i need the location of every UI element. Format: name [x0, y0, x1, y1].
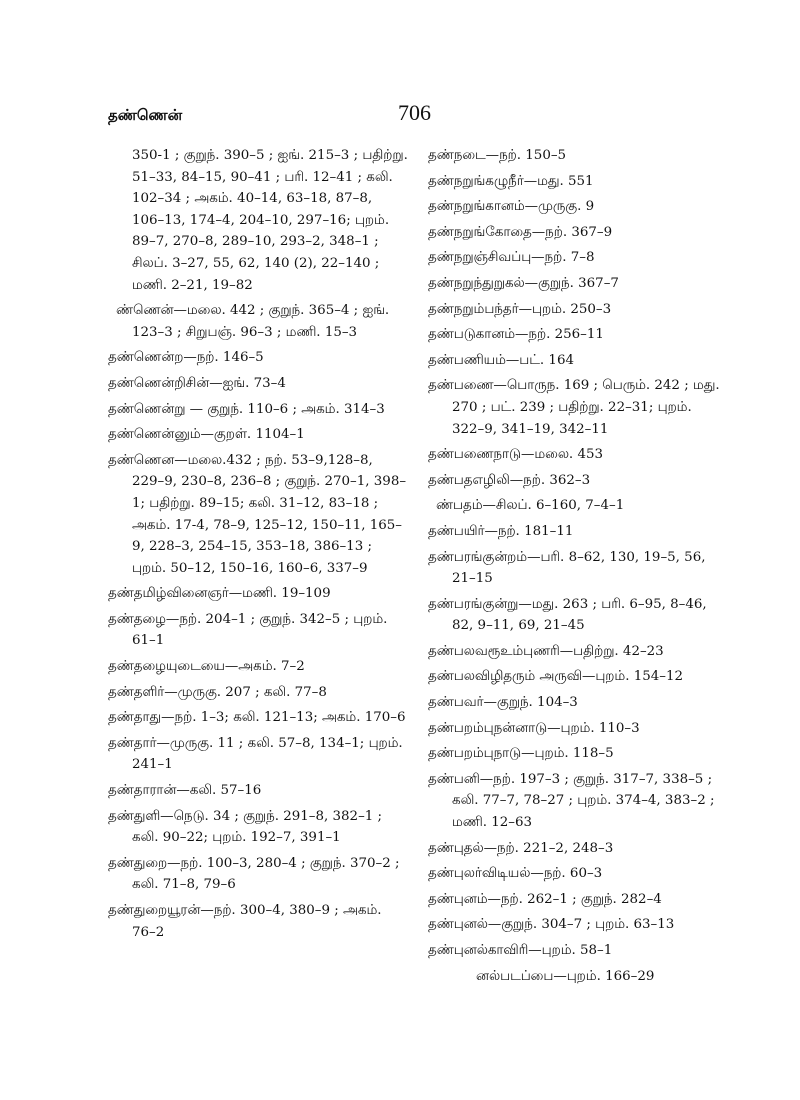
index-entry: தண்நறுஞ்சிவப்பு—நற். 7–8	[428, 250, 595, 266]
index-entry: தண்துறையூரன்—நற். 300–4, 380–9 ; அகம். 76–2	[108, 903, 382, 940]
index-entry: தண்துளி—நெடு. 34 ; குறுந். 291–8, 382–1 ; கலி. 90–22; புறம். 192–7, 391–1	[108, 808, 383, 846]
index-entry: தண்புலர்விடியல்—நற். 60–3	[428, 866, 603, 882]
right-column	[428, 145, 728, 991]
index-entry: தண்பறம்புநன்னாடு—புறம். 110–3	[428, 720, 640, 736]
index-entry: ண்பதம்—சிலப். 6–160, 7–4–1	[436, 498, 625, 514]
index-entry: தண்ணென்னும்—குறள். 1104–1	[108, 427, 305, 443]
index-entry: தண்பணியம்—பட். 164	[428, 352, 574, 368]
index-entry: தண்புனல்—குறுந். 304–7 ; புறம். 63–13	[428, 917, 675, 933]
index-entry: தண்தமிழ்வினைஞர்—மணி. 19–109	[108, 586, 331, 602]
index-entry: தண்நறுங்கோதை—நற். 367–9	[428, 224, 613, 240]
index-entry: தண்பணைநாடு—மலை. 453	[428, 447, 604, 463]
index-entry: தண்புனல்காவிரி—புறம். 58–1	[428, 943, 613, 958]
index-entry: தண்தாது—நற். 1–3; கலி. 121–13; அகம். 170–6	[108, 710, 406, 726]
index-entry: தண்பரங்குன்று—மது. 263 ; பரி. 6–95, 8–46, 82, 9–11, 69, 21–45	[428, 596, 707, 634]
index-entry: தண்நறுங்கானம்—முருகு. 9	[428, 199, 595, 215]
index-entry: தண்பதஎழிலி—நற். 362–3	[428, 472, 591, 488]
index-entry: தண்தழையுடையை—அகம். 7–2	[108, 659, 305, 675]
index-entry: தண்பலவரூஉம்புணரி—பதிற்று. 42–23	[428, 643, 664, 659]
index-entry: தண்நறுங்கழுநீர்—மது. 551	[428, 173, 594, 189]
index-entry: னல்படப்பை—புறம். 166–29	[476, 968, 655, 984]
index-entry: தண்படுகானம்—நற். 256–11	[428, 327, 604, 343]
index-entry: தண்நறுந்துறுகல்—குறுந். 367–7	[428, 275, 619, 291]
index-entry: தண்தளிர்—முருகு. 207 ; கலி. 77–8	[108, 684, 327, 700]
index-entry: தண்பனி—நற். 197–3 ; குறுந். 317–7, 338–5 ; கலி. 77–7, 78–27 ; புறம். 374–4, 383–2 ; மணி. 12–63	[428, 771, 715, 831]
index-entry: தண்ணென்றிசின்—ஐங். 73–4	[108, 375, 286, 391]
index-entry: தண்புதல்—நற். 221–2, 248–3	[428, 840, 614, 856]
index-entry: 350-1 ; குறுந். 390–5 ; ஐங். 215–3 ; பதிற்று. 51–33, 84–15, 90–41 ; பரி. 12–41 ; கலி. 102–34 ; அகம். 40–14, 63–18, 87–8, 106–13, 174–4, 204–10, 297–16; புறம். 89–7, 270–8, 289–10, 293–2, 348–1 ; சிலப். 3–27, 55, 62, 140 (2), 22–140 ; மணி. 2–21, 19–82	[132, 148, 408, 293]
index-entry: தண்தாரான்—கலி. 57–16	[108, 783, 262, 799]
index-entry: தண்பரங்குன்றம்—பரி. 8–62, 130, 19–5, 56, 21–15	[428, 549, 706, 587]
left-column	[108, 145, 408, 947]
index-entry: தண்துறை—நற். 100–3, 280–4 ; குறுந். 370–2 ; கலி. 71–8, 79–6	[108, 855, 400, 893]
page-number: 706	[398, 100, 431, 125]
index-entry: தண்தார்—முருகு. 11 ; கலி. 57–8, 134–1; புறம். 241–1	[108, 735, 403, 773]
index-entry: ண்ணென்—மலை. 442 ; குறுந். 365–4 ; ஐங். 123–3 ; சிறுபஞ். 96–3 ; மணி. 15–3	[116, 303, 390, 340]
index-entry: தண்நடை—நற். 150–5	[428, 148, 567, 163]
index-entry: தண்பறம்புநாடு—புறம். 118–5	[428, 746, 614, 762]
index-entry: தண்பயிர்—நற். 181–11	[428, 523, 574, 539]
index-entry: தண்பலவிழிதரும் அருவி—புறம். 154–12	[428, 669, 683, 685]
index-entry: தண்ணென்று — குறுந். 110–6 ; அகம். 314–3	[108, 401, 385, 417]
index-entry: தண்பவர்—குறுந். 104–3	[428, 695, 578, 711]
index-entry: தண்புனம்—நற். 262–1 ; குறுந். 282–4	[428, 891, 662, 907]
index-entry: தண்ணென்ற—நற். 146–5	[108, 350, 264, 366]
index-entry: தண்பணை—பொருந. 169 ; பெரும். 242 ; மது. 270 ; பட். 239 ; பதிற்று. 22–31; புறம். 322–9, 341–19, 342–11	[428, 378, 720, 437]
page-header	[108, 100, 708, 130]
header-guide-word: தண்ணென்	[108, 106, 183, 124]
index-entry: தண்நறும்பந்தர்—புறம். 250–3	[428, 301, 612, 317]
index-entry: தண்தழை—நற். 204–1 ; குறுந். 342–5 ; புறம். 61–1	[108, 611, 388, 649]
index-entry: தண்ணென—மலை.432 ; நற். 53–9,128–8, 229–9, 230–8, 236–8 ; குறுந். 270–1, 398–1; பதிற்று. 89–15; கலி. 31–12, 83–18 ; அகம். 17-4, 78–9, 125–12, 150–11, 165–9, 228–3, 254–15, 353–18, 386–13 ; புறம். 50–12, 150–16, 160–6, 337–9	[108, 452, 407, 576]
